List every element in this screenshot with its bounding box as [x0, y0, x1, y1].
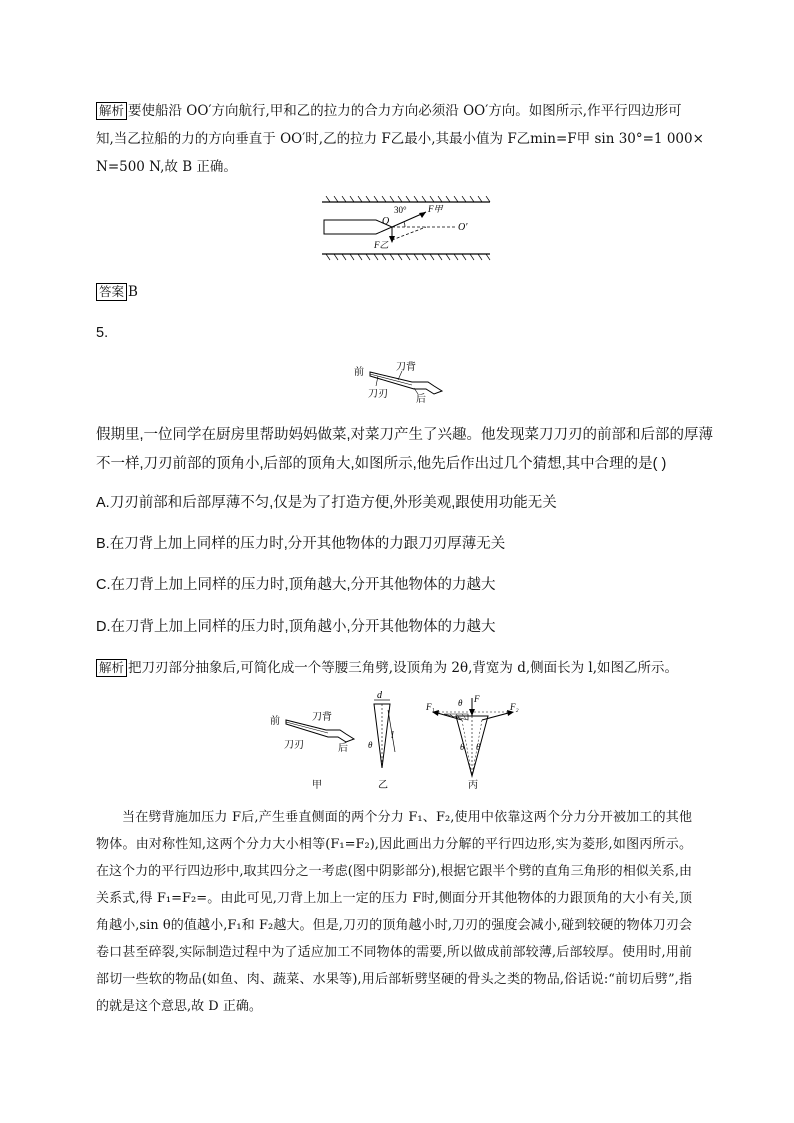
caption-yi: 乙 [378, 780, 388, 791]
jia-back-label: 刀背 [312, 712, 332, 723]
figure-jia [270, 710, 354, 791]
knife-figure [348, 360, 450, 404]
angle-label: 30° [394, 205, 407, 215]
jia-front-label: 前 [270, 716, 280, 727]
analysis-text-1: 要使船沿 OO′方向航行,甲和乙的拉力的合力方向必须沿 OO′方向。如图所示,作平行四边形可 [128, 103, 682, 119]
answer-tag: 答案 [96, 283, 127, 301]
point-o-prime-label: O′ [458, 222, 468, 233]
bing-f2-label: F₂ [510, 702, 519, 712]
analysis-line-1 [96, 102, 682, 120]
analysis5-line-1 [96, 659, 678, 677]
point-o-label: O [382, 216, 390, 227]
figure-bing [425, 694, 519, 791]
bing-theta-left-label: θ [460, 742, 465, 752]
answer-line [96, 283, 138, 301]
f-yi-label: F乙 [374, 240, 389, 250]
yi-l-label: l [391, 730, 394, 741]
bing-theta-right-label: θ [476, 742, 481, 752]
analysis-tag: 解析 [96, 102, 127, 120]
answer-value: B [128, 284, 138, 300]
option-a: A.刀刃前部和后部厚薄不匀,仅是为了打造方便,外形美观,跟使用功能无关 [96, 495, 557, 511]
analysis5-text: 把刀刃部分抽象后,可简化成一个等腰三角劈,设顶角为 2θ,背宽为 d,侧面长为 l,如图乙所示。 [128, 660, 679, 676]
question-stem-2: 不一样,刀刃前部的顶角小,后部的顶角大,如图所示,他先后作出过几个猜想,其中合理的是( ) [96, 456, 667, 472]
bing-theta-top-label: θ [458, 698, 463, 708]
wedge-figures [268, 690, 538, 794]
question-number: 5. [96, 325, 109, 341]
bing-f-label: F [474, 694, 480, 704]
knife-blade-label: 刀刃 [368, 389, 388, 400]
boat-figure [318, 196, 494, 264]
knife-back-label: 刀背 [396, 362, 416, 373]
jia-rear-label: 后 [338, 743, 348, 754]
caption-bing: 丙 [468, 780, 478, 791]
caption-jia: 甲 [312, 780, 322, 791]
option-d: D.在刀背上加上同样的压力时,顶角越小,分开其他物体的力越大 [96, 619, 496, 635]
analysis5-tag: 解析 [96, 659, 127, 677]
explanation-paragraph: 当在劈背施加压力 F后,产生垂直侧面的两个分力 F₁、F₂,使用中依靠这两个分力分开被加工的其他物体。由对称性知,这两个分力大小相等(F₁=F₂),因此画出力分解的平行四边形,实为菱形,如图丙所示。在这个力的平行四边形中,取其四分之一考虑(图中阴影部分),根据它跟半个劈的直角三角形的相似关系,由关系式,得 F₁=F₂=。由此可见,刀背上加上一定的压力 F时,侧面分开其他物体的力跟顶角的大小有关,顶角越小,sin θ的值越小,F₁和 F₂越大。但是,刀刃的顶角越小时,刀刃的强度会减小,碰到较硬的物体刀刃会卷口甚至碎裂,实际制造过程中为了适应加工不同物体的需要,所以做成前部较薄,后部较厚。使用时,用前部切一些软的物品(如鱼、肉、蔬菜、水果等),用后部斩劈坚硬的骨头之类的物品,俗话说:“前切后劈”,指的就是这个意思,故 D 正确。 [96, 810, 692, 1014]
f-jia-label: F甲 [428, 204, 443, 214]
bing-f1-label: F₁ [426, 702, 435, 712]
option-b: B.在刀背上加上同样的压力时,分开其他物体的力跟刀刃厚薄无关 [96, 536, 506, 552]
question-stem-1: 假期里,一位同学在厨房里帮助妈妈做菜,对菜刀产生了兴趣。他发现菜刀刀刃的前部和后部的厚薄 [96, 427, 714, 443]
jia-blade-label: 刀刃 [284, 740, 304, 751]
analysis-line-2: 知,当乙拉船的力的方向垂直于 OO′时,乙的拉力 F乙最小,其最小值为 F乙min=F甲 sin 30°=1 000× [96, 131, 704, 147]
analysis-line-3: N=500 N,故 B 正确。 [96, 159, 237, 175]
figure-yi [368, 690, 395, 791]
option-c: C.在刀背上加上同样的压力时,顶角越大,分开其他物体的力越大 [96, 577, 496, 593]
knife-front-label: 前 [354, 367, 364, 378]
yi-d-label: d [377, 690, 382, 701]
knife-rear-label: 后 [416, 394, 426, 404]
yi-theta-label: θ [368, 740, 373, 750]
